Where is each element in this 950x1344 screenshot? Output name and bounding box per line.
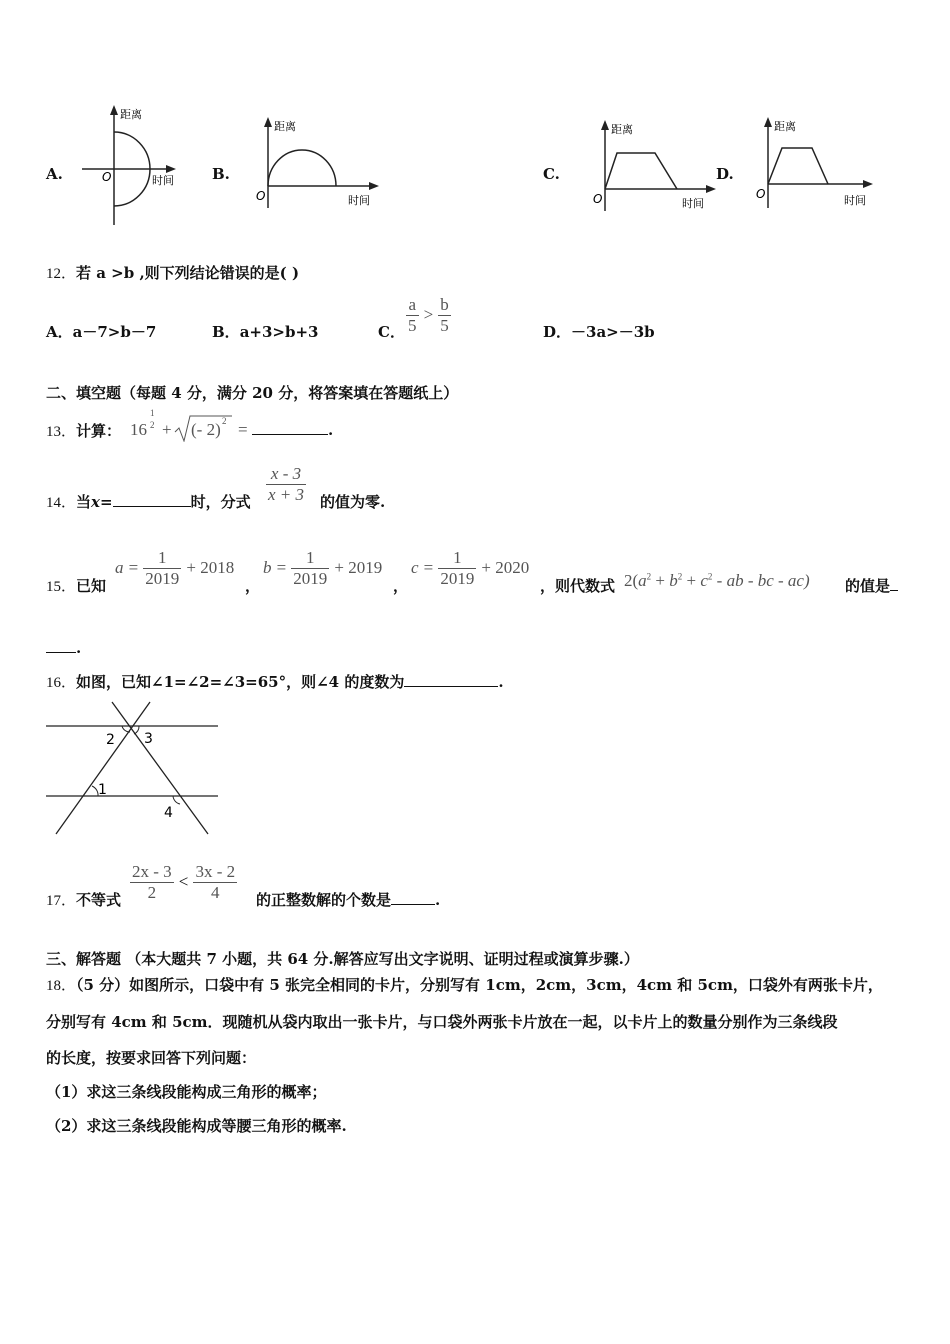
q11-b-origin: O — [256, 189, 266, 203]
q11-a-y-label: 距离 — [120, 108, 142, 121]
q15-tail: 的值是 — [845, 575, 898, 596]
q15-mid-text: ，则代数式 — [540, 577, 616, 595]
q15-comma-2: ， — [393, 577, 409, 595]
q11-c-x-label: 时间 — [682, 197, 704, 210]
question-18-sub-2: （2）求这三条线段能构成等腰三角形的概率. — [46, 1117, 347, 1135]
q16-label-1: 1 — [98, 782, 107, 798]
q11-b-y-label: 距离 — [274, 120, 296, 133]
q12-option-d: D．－3a>－3b — [543, 323, 655, 341]
question-14: 14．当x= 时，分式 — [46, 493, 251, 511]
question-13: 13．计算： — [46, 422, 122, 440]
q11-c-y-label: 距离 — [611, 123, 633, 136]
question-15: 15．已知 — [46, 577, 107, 595]
question-18-sub-1: （1）求这三条线段能构成三角形的概率； — [46, 1083, 327, 1101]
q16-figure — [40, 698, 225, 843]
question-18-line-3: 的长度，按要求回答下列问题： — [46, 1049, 257, 1067]
section-3-title: 三、解答题 （本大题共 7 小题，共 64 分.解答应写出文字说明、证明过程或演算步骤.） — [46, 950, 639, 968]
q17-inequality: $\frac{2x - 3}{2}$ < $\frac{3x - 2}{4}$ — [132, 862, 236, 902]
q11-d-y-label: 距离 — [774, 120, 796, 133]
q11-a-x-label: 时间 — [152, 174, 174, 187]
q11-graph-a — [72, 102, 192, 227]
section-2-title: 二、填空题（每题 4 分，满分 20 分，将答案填在答题纸上） — [46, 384, 459, 402]
question-number: 12． — [46, 266, 77, 282]
q11-option-d-label: D. — [716, 165, 734, 183]
q16-label-2: 2 — [106, 732, 115, 748]
question-18-line-2: 分别写有 4cm 和 5cm．现随机从袋内取出一张卡片，与口袋外两张卡片放在一起，以卡片上的数量分别作为三条线段 — [46, 1013, 838, 1031]
q13-answer: . — [252, 420, 333, 439]
q15-a-def: a = $\frac{1}{2019}$ + 2018 — [115, 548, 235, 588]
q11-b-x-label: 时间 — [348, 194, 370, 207]
q14-fraction: $\frac{x - 3}{x + 3}$ — [268, 464, 305, 504]
q15-c-def: c = $\frac{1}{2019}$ + 2020 — [411, 548, 530, 588]
q11-d-x-label: 时间 — [844, 194, 866, 207]
q11-graph-b — [248, 112, 383, 212]
q11-d-origin: O — [756, 187, 766, 201]
question-12-stem: 12．若 a >b ,则下列结论错误的是( ) — [46, 264, 300, 282]
q11-option-b-label: B. — [212, 165, 230, 183]
q16-label-3: 3 — [144, 731, 153, 747]
q15-b-def: b = $\frac{1}{2019}$ + 2019 — [263, 548, 383, 588]
question-16: 16．如图，已知∠1=∠2=∠3=65°，则∠4 的度数为 . — [46, 673, 504, 691]
q16-label-4: 4 — [164, 805, 173, 821]
q11-a-origin: O — [102, 170, 112, 184]
question-18-line-1: 18．（5 分）如图所示，口袋中有 5 张完全相同的卡片，分别写有 1cm，2cm，3cm，4cm 和 5cm，口袋外有两张卡片， — [46, 976, 883, 994]
q15-comma-1: ， — [245, 577, 261, 595]
q11-graph-d — [748, 112, 878, 212]
q12-option-c-math: $\frac{a}{5}$ > $\frac{b}{5}$ — [408, 295, 449, 335]
q11-graph-c — [585, 115, 720, 215]
q15-answer-blank: . — [46, 638, 81, 657]
q17-tail: 的正整数解的个数是 . — [256, 891, 441, 909]
question-17: 17．不等式 — [46, 891, 122, 909]
q12-option-a: A．a－7>b－7 — [46, 323, 157, 341]
q14-tail: 的值为零. — [320, 493, 386, 511]
q11-c-origin: O — [593, 192, 603, 206]
q11-option-c-label: C. — [543, 165, 560, 183]
q12-option-c-label: C． — [378, 323, 405, 341]
q11-option-a-label: A. — [46, 165, 63, 183]
q12-option-b: B．a+3>b+3 — [212, 323, 319, 341]
q15-expression: $2(a^2 + b^2 + c^2$ - ab - bc - ac) — [624, 571, 810, 590]
